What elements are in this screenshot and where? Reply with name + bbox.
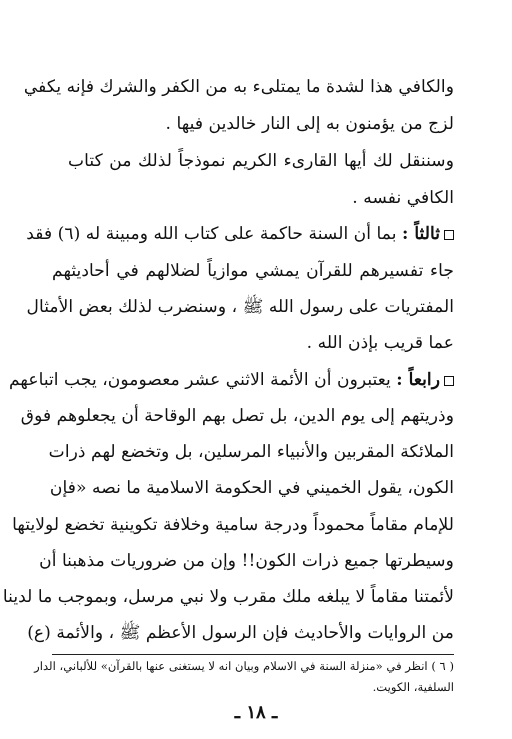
text-span: يعتبرون أن الأئمة الاثني عشر معصومون، يجب اتباعهم [8, 370, 391, 390]
text-line: وسيطرتها جميع ذرات الكون!! وإن من ضروريات مذهبنا أن [39, 551, 454, 571]
text-line: الكافي نفسه . [352, 188, 454, 208]
text-line: جاء تفسيرهم للقرآن يمشي موازياً لضلالهم في أحاديثهم [52, 261, 454, 281]
text-line: من الروايات والأحاديث فإن الرسول الأعظم ﷺ ، والأئمة (ع) [27, 623, 454, 643]
text-line: عما قريب بإذن الله . [306, 333, 454, 353]
text-line: المفتريات على رسول الله ﷺ ، وسنضرب لذلك بعض الأمثال [26, 297, 454, 317]
section-heading: ثالثاً : [401, 224, 440, 244]
text-line [26, 223, 454, 245]
text-line: والكافي هذا لشدة ما يمتلىء به من الكفر والشرك فإنه يكفي [23, 77, 454, 97]
text-line: لأئمتنا مقاماً لا يبلغه ملك مقرب ولا نبي مرسل، وبموجب ما لدينا [2, 587, 454, 607]
text-line: وسننقل لك أيها القارىء الكريم نموذجاً لذلك من كتاب [68, 151, 454, 171]
footnote-line: ( ٦ ) انظر في «منزلة السنة في الاسلام وبيان انه لا يستغنى عنها بالقرآن» للألباني، الدار [34, 659, 454, 673]
bullet-square-icon [444, 376, 454, 386]
text-line: الملائكة المقربين والأنبياء المرسلين، بل وتخضع لهم ذرات [48, 442, 454, 462]
text-line: لزج من يؤمنون به إلى النار خالدين فيها . [165, 114, 454, 134]
text-span: بما أن السنة حاكمة على كتاب الله ومبينة له (٦) فقد [26, 224, 397, 244]
footnote-separator [52, 654, 454, 655]
bullet-square-icon [444, 230, 454, 240]
text-line: وذريتهم إلى يوم الدين، بل تصل بهم الوقاحة أن يجعلوهم فوق [20, 406, 454, 426]
text-line [8, 369, 454, 391]
text-line: الكون، يقول الخميني في الحكومة الاسلامية ما نصه «فإن [49, 478, 454, 498]
text-line: للإمام مقاماً محموداً ودرجة سامية وخلافة تكوينية تخضع لولايتها [12, 515, 454, 535]
footnote-line: السلفية، الكويت. [372, 680, 454, 694]
section-heading: رابعاً : [396, 370, 440, 390]
page-number: ـ ١٨ ـ [234, 702, 278, 723]
